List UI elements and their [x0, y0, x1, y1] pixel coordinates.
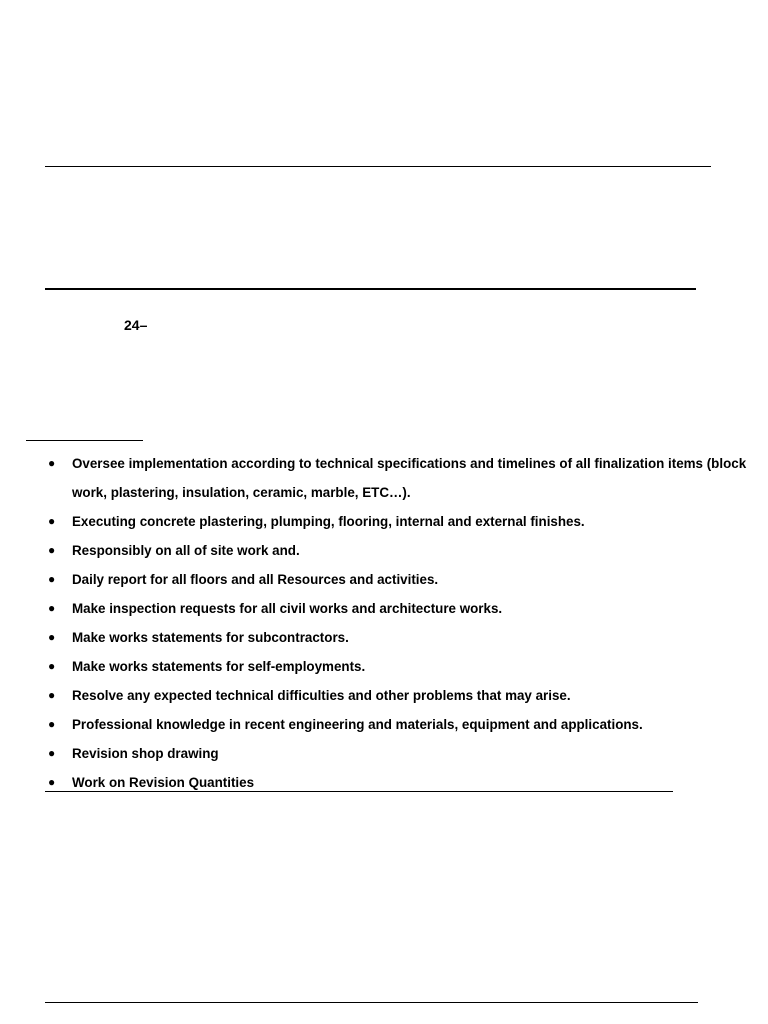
bullet-icon: ● [48, 717, 56, 731]
duty-text: Make works statements for self-employments. [72, 659, 366, 674]
list-item [48, 710, 748, 739]
duty-text: Oversee implementation according to technical specifications and timelines of all finalization items (block work, plastering, insulation, ceramic, marble, ETC…). [72, 456, 747, 500]
list-item [48, 681, 748, 710]
list-item [48, 565, 748, 594]
duty-text: Executing concrete plastering, plumping, flooring, internal and external finishes. [72, 514, 585, 529]
bullet-icon: ● [48, 601, 56, 615]
bullet-icon: ● [48, 514, 56, 528]
duty-text: Make inspection requests for all civil works and architecture works. [72, 601, 503, 616]
bullet-icon: ● [48, 630, 56, 644]
bullet-icon: ● [48, 543, 56, 557]
section-underline [26, 440, 143, 441]
duty-text: Professional knowledge in recent engineering and materials, equipment and applications. [72, 717, 643, 732]
list-item [48, 623, 748, 652]
list-item [48, 507, 748, 536]
bullet-icon: ● [48, 746, 56, 760]
list-item [48, 449, 748, 507]
duty-text: Work on Revision Quantities [72, 775, 255, 790]
list-item [48, 768, 748, 797]
duty-text: Resolve any expected technical difficulties and other problems that may arise. [72, 688, 571, 703]
horizontal-rule [45, 791, 673, 792]
duty-text: Daily report for all floors and all Resources and activities. [72, 572, 439, 587]
duty-text: Responsibly on all of site work and. [72, 543, 300, 558]
duties-list [48, 449, 748, 797]
duty-text: Make works statements for subcontractors. [72, 630, 349, 645]
horizontal-rule-thick [45, 288, 696, 290]
horizontal-rule [45, 1002, 698, 1003]
bullet-icon: ● [48, 659, 56, 673]
horizontal-rule [45, 166, 711, 167]
list-item [48, 536, 748, 565]
list-item [48, 739, 748, 768]
bullet-icon: ● [48, 688, 56, 702]
list-item [48, 652, 748, 681]
bullet-icon: ● [48, 456, 56, 470]
list-item [48, 594, 748, 623]
duty-text: Revision shop drawing [72, 746, 219, 761]
bullet-icon: ● [48, 775, 56, 789]
experience-date: 24– [124, 317, 148, 333]
bullet-icon: ● [48, 572, 56, 586]
